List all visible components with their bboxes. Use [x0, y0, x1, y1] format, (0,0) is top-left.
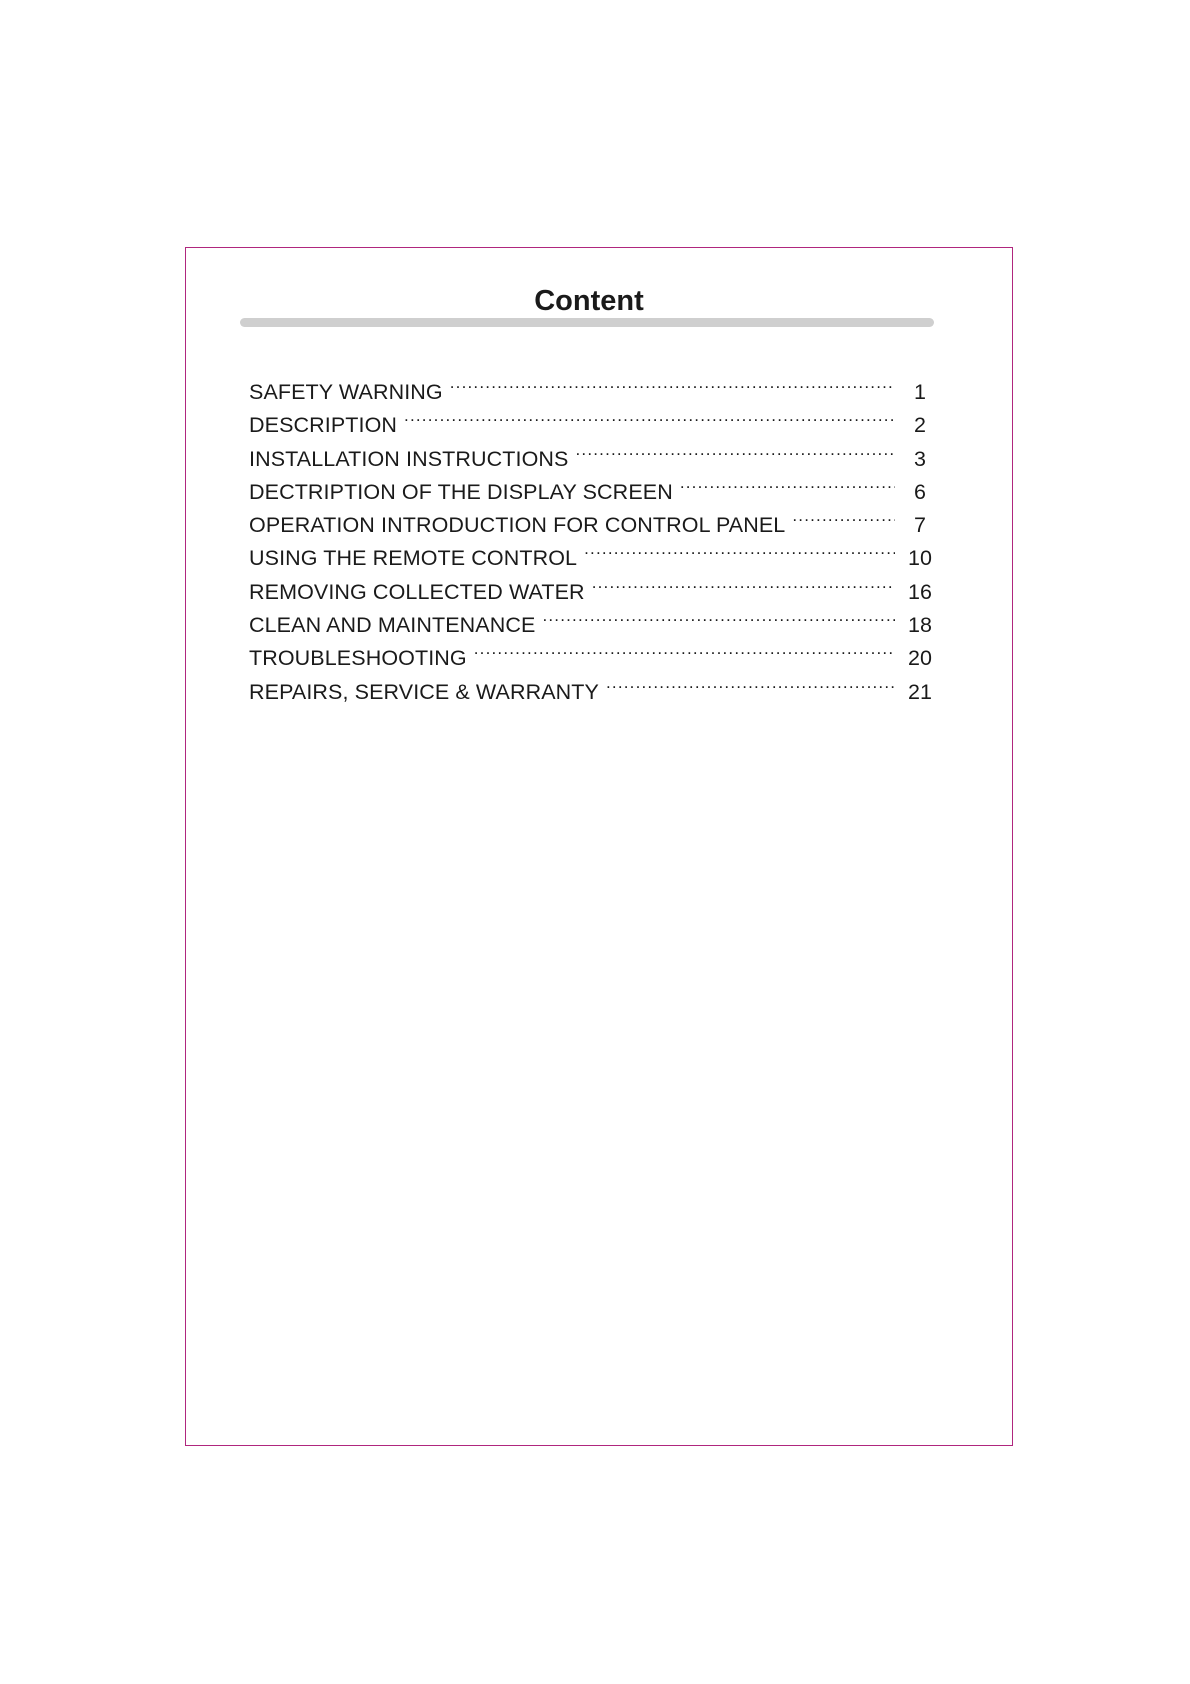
toc-entry-label: USING THE REMOTE CONTROL [249, 546, 578, 571]
toc-leader-dots [792, 499, 895, 532]
toc-entry-page: 3 [913, 446, 927, 471]
toc-leader-dots [575, 433, 895, 466]
toc-entry-label: DESCRIPTION [249, 413, 398, 438]
toc-entry-label: SAFETY WARNING [249, 380, 443, 404]
toc-entry-page: 6 [913, 479, 927, 504]
toc-leader-dots [404, 399, 895, 432]
toc-entry-label: CLEAN AND MAINTENANCE [249, 613, 536, 638]
toc-entry-page: 7 [913, 513, 927, 538]
toc-entry-label: TROUBLESHOOTING [249, 646, 467, 671]
toc-entry-label: REPAIRS, SERVICE & WARRANTY [249, 679, 599, 704]
toc-entry-page: 20 [907, 646, 933, 671]
toc-entry-page: 21 [907, 679, 933, 704]
toc-leader-dots [474, 632, 895, 665]
title-divider [240, 318, 934, 327]
page-title-wrap [0, 283, 1190, 319]
toc-entry-page: 18 [907, 613, 933, 638]
toc-entry-label: DECTRIPTION OF THE DISPLAY SCREEN [249, 479, 673, 504]
toc-leader-dots [680, 466, 895, 499]
toc-leader-dots [606, 666, 895, 699]
page-title: Content [534, 285, 644, 317]
toc-entry-page: 1 [913, 380, 927, 404]
toc-leader-dots [592, 566, 895, 599]
toc-leader-dots [450, 366, 895, 399]
toc-entry-label: REMOVING COLLECTED WATER [249, 579, 585, 604]
toc-leader-dots [542, 599, 895, 632]
table-of-contents [249, 366, 939, 704]
toc-entry-safety-warning [249, 366, 939, 404]
toc-leader-dots [584, 532, 895, 565]
toc-entry-page: 2 [913, 413, 927, 438]
toc-entry-page: 10 [907, 546, 933, 571]
toc-entry-page: 16 [907, 579, 933, 604]
toc-entry-label: INSTALLATION INSTRUCTIONS [249, 446, 569, 471]
toc-entry-label: OPERATION INTRODUCTION FOR CONTROL PANEL [249, 513, 786, 538]
